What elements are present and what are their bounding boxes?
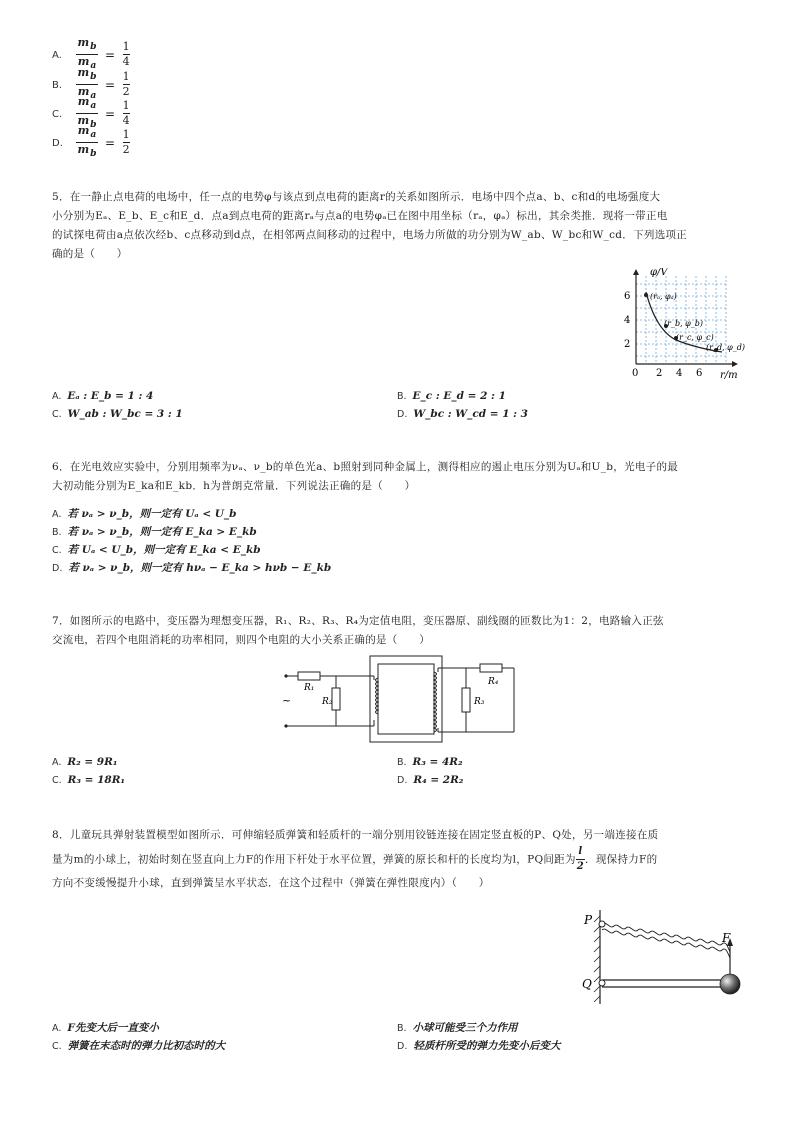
fraction-rhs: $\frac{1}{4}$ (122, 40, 130, 69)
label-a: (rₐ, φₐ) (650, 292, 677, 301)
q8-option-d[interactable]: D. 轻质杆所受的弹力先变小后变大 (397, 1040, 561, 1052)
y-tick: 6 (624, 291, 631, 302)
y-tick: 4 (624, 315, 631, 326)
q4-option-b[interactable]: B. $\frac{m_b}{m_a}$ = $\frac{1}{2}$ (52, 66, 130, 102)
fraction-rhs: $\frac{1}{2}$ (122, 128, 130, 157)
fraction-lhs: $\frac{m_b}{m_a}$ (77, 66, 97, 102)
q7-option-a[interactable]: A. R₂ = 9R₁ (52, 756, 118, 768)
spring-launcher-figure (578, 908, 750, 1008)
q6-option-b[interactable]: B. 若 νₐ > ν_b，则一定有 E_ka > E_kb (52, 526, 257, 538)
x-tick: 4 (676, 368, 683, 379)
q5-option-c[interactable]: C. W_ab : W_bc = 3 : 1 (52, 408, 183, 420)
fraction-lhs: $\frac{m_b}{m_a}$ (77, 36, 97, 72)
q8-option-b[interactable]: B. 小球可能受三个力作用 (397, 1022, 518, 1034)
label-p: P (584, 913, 593, 927)
q6-option-d[interactable]: D. 若 νₐ > ν_b，则一定有 hνₐ − E_ka > hνb − E_kb (52, 562, 332, 574)
resistor-r2 (332, 688, 340, 710)
y-axis-label: φ/V (650, 268, 668, 278)
q5-option-b[interactable]: B. E_c : E_d = 2 : 1 (397, 390, 506, 402)
q5-option-d[interactable]: D. W_bc : W_cd = 1 : 3 (397, 408, 528, 420)
q4-option-c[interactable]: C. $\frac{m_a}{m_b}$ = $\frac{1}{4}$ (52, 95, 130, 131)
label-r3: R₃ (474, 697, 485, 707)
x-tick: 6 (696, 368, 703, 379)
hinge-p (599, 921, 605, 927)
q8-option-a[interactable]: A. F先变大后一直变小 (52, 1022, 159, 1034)
potential-graph (620, 268, 750, 380)
q6-option-a[interactable]: A. 若 νₐ > ν_b，则一定有 Uₐ < U_b (52, 508, 237, 520)
label-c: (r_c, φ_c) (676, 333, 714, 342)
q4-option-a[interactable]: A. $\frac{m_b}{m_a}$ = $\frac{1}{4}$ (52, 36, 130, 72)
fraction-l-over-2: $\frac{l}{2}$ (576, 846, 585, 872)
label-b: (r_b, φ_b) (664, 319, 703, 328)
q7-option-c[interactable]: C. R₃ = 18R₁ (52, 774, 126, 786)
ball (720, 974, 740, 994)
resistor-r4 (480, 664, 502, 672)
label-r2: R₂ (322, 697, 333, 707)
transformer-core (370, 656, 442, 742)
q6-stem: 6．在光电效应实验中，分别用频率为νₐ、ν_b的单色光a、b照射到同种金属上，测得相应的遏止电压分别为Uₐ和U_b，光电子的最 大初动能分别为E_ka和E_kb．h为普朗克常量．下列说法正确的是（ ） (52, 461, 679, 492)
fraction-lhs: $\frac{m_a}{m_b}$ (77, 95, 97, 131)
label-r4: R₄ (488, 677, 499, 687)
option-label: C. (52, 108, 63, 120)
label-d: (r_d, φ_d) (706, 343, 745, 352)
board-hatching (594, 916, 600, 1002)
fraction-rhs: $\frac{1}{2}$ (122, 70, 130, 99)
q5-option-a[interactable]: A. Eₐ : E_b = 1 : 4 (52, 390, 154, 402)
q7-option-b[interactable]: B. R₃ = 4R₂ (397, 756, 463, 768)
q8-option-c[interactable]: C. 弹簧在末态时的弹力比初态时的大 (52, 1040, 226, 1052)
fraction-lhs: $\frac{m_a}{m_b}$ (77, 124, 97, 160)
q6-option-c[interactable]: C. 若 Uₐ < U_b，则一定有 E_ka < E_kb (52, 544, 261, 556)
x-axis-label: r/m (720, 370, 738, 380)
q7-option-d[interactable]: D. R₄ = 2R₂ (397, 774, 464, 786)
x-tick: 0 (632, 368, 639, 379)
option-label: A. (52, 49, 62, 61)
q5-stem: 5．在一静止点电荷的电场中，任一点的电势φ与该点到点电荷的距离r的关系如图所示．电场中四个点a、b、c和d的电场强度大 小分别为Eₐ、E_b、E_c和E_d．点a到点电荷的距离rₐ与点a的电势φₐ已在图中用坐标（rₐ，φₐ）标出，其余类推．现将一带正电 的试探电荷由a点依次经b、c点移动到d点，在相邻两点间移动的过程中，电场力所做的功分别为W_ab、W_bc和W_cd．下列选项正 确的是（ ） (52, 191, 688, 260)
x-tick: 2 (656, 368, 663, 379)
option-label: B. (52, 79, 63, 91)
resistor-r1 (298, 672, 320, 680)
hinge-q (599, 980, 605, 986)
label-q: Q (582, 977, 592, 991)
point-a (644, 293, 648, 297)
transformer-circuit (278, 654, 518, 746)
q4-option-d[interactable]: D. $\frac{m_a}{m_b}$ = $\frac{1}{2}$ (52, 124, 130, 160)
resistor-r3 (462, 688, 470, 712)
option-label: D. (52, 137, 63, 149)
y-tick: 2 (624, 339, 631, 350)
label-r1: R₁ (304, 683, 315, 693)
q8-stem: 8．儿童玩具弹射装置模型如图所示．可伸缩轻质弹簧和轻质杆的一端分别用铰链连接在固定竖直板的P、Q处，另一端连接在质 量为m的小球上，初始时刻在竖直向上力F的作用下杆处于水平位置，弹簧的原长和杆的长度均为l，PQ间距为 $\frac{l}{2}$ ．现保持力F的 方向不变缓慢提升小球，直到弹簧呈水平状态．在这个过程中（弹簧在弹性限度内）（ ） (52, 829, 659, 889)
q7-stem: 7．如图所示的电路中，变压器为理想变压器，R₁、R₂、R₃、R₄为定值电阻，变压器原、副线圈的匝数比为1：2，电路输入正弦 交流电，若四个电阻消耗的功率相同，则四个电阻的大小关系正确的是（ ） (52, 615, 664, 646)
ac-source-symbol: ~ (282, 694, 292, 707)
fraction-rhs: $\frac{1}{4}$ (122, 99, 130, 128)
label-f: F (722, 931, 731, 945)
